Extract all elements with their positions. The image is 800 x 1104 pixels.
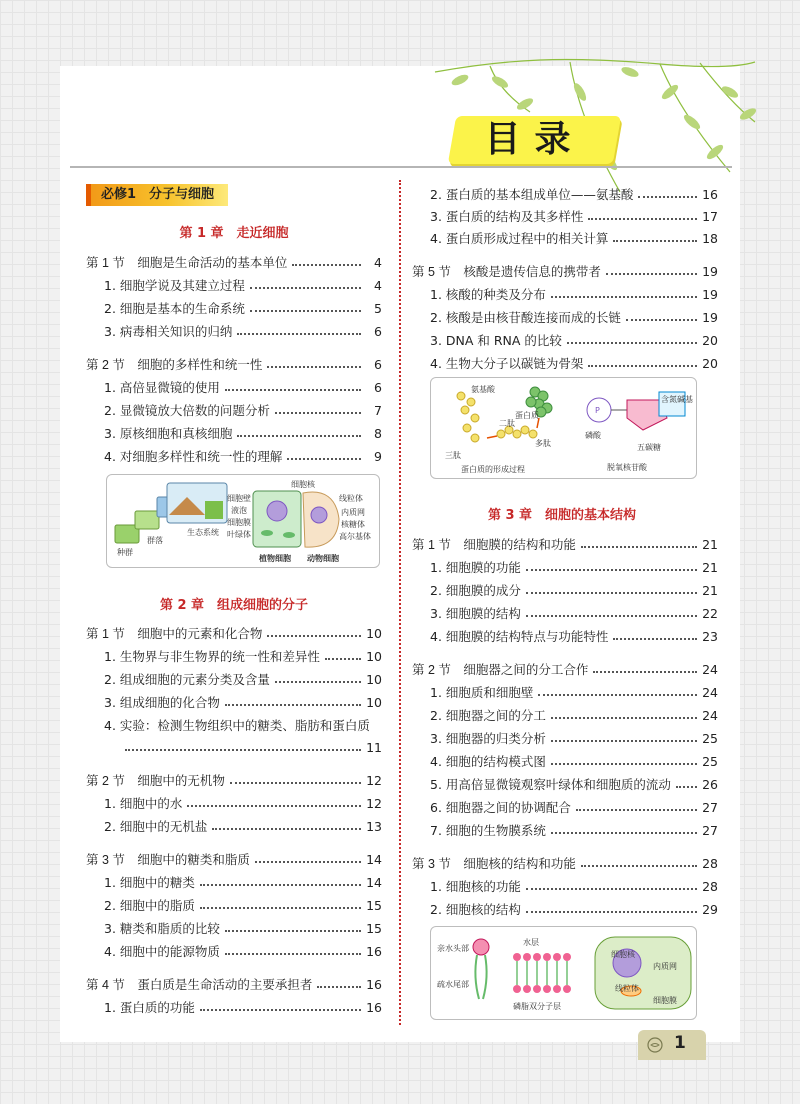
toc-entry[interactable]: 第 3 节 细胞中的糖类和脂质 14 xyxy=(86,851,382,867)
toc-entry[interactable]: 4. 细胞的结构模式图 25 xyxy=(430,753,718,769)
toc-entry[interactable]: 4. 细胞中的能源物质 16 xyxy=(104,943,382,959)
toc-entry[interactable]: 5. 用高倍显微镜观察叶绿体和细胞质的流动 26 xyxy=(430,776,718,792)
toc-entry[interactable]: 3. 病毒相关知识的归纳 6 xyxy=(104,323,382,339)
label-endoplasmic-reticulum: 内质网 xyxy=(653,962,677,971)
label-hydrophobic-tail: 疏水尾部 xyxy=(437,980,469,989)
label-water-layer: 水层 xyxy=(523,938,539,947)
toc-entry[interactable]: 第 1 节 细胞膜的结构和功能 21 xyxy=(412,536,718,552)
toc-entry[interactable]: 第 3 节 细胞核的结构和功能 28 xyxy=(412,855,718,871)
page-title: 目录 xyxy=(484,119,585,160)
label-dipeptide: 二肽 xyxy=(499,419,515,428)
label-nucleus: 细胞核 xyxy=(291,480,315,489)
toc-entry[interactable]: 7. 细胞的生物膜系统 27 xyxy=(430,822,718,838)
toc-entry[interactable]: 第 2 节 细胞的多样性和统一性 6 xyxy=(86,356,382,372)
label-bilayer: 磷脂双分子层 xyxy=(513,1002,561,1011)
toc-entry[interactable]: 3. 组成细胞的化合物 10 xyxy=(104,694,382,710)
label-hydrophilic-head: 亲水头部 xyxy=(437,944,469,953)
toc-entry[interactable]: 4. 生物大分子以碳链为骨架 20 xyxy=(430,355,718,371)
toc-entry[interactable]: 第 4 节 蛋白质是生命活动的主要承担者 16 xyxy=(86,976,382,992)
label-mito: 线粒体 xyxy=(615,984,639,993)
label-vacuole: 液泡 xyxy=(231,506,247,515)
toc-entry[interactable]: 3. DNA 和 RNA 的比较 20 xyxy=(430,332,718,348)
toc-entry[interactable]: 第 2 节 细胞中的无机物 12 xyxy=(86,772,382,788)
label-tripeptide: 三肽 xyxy=(445,451,461,460)
column-divider xyxy=(399,180,401,1025)
label-protein-formation: 蛋白质的形成过程 xyxy=(461,465,525,474)
toc-entry[interactable]: 2. 细胞中的脂质 15 xyxy=(104,897,382,913)
toc-entry[interactable]: 6. 细胞器之间的协调配合 27 xyxy=(430,799,718,815)
chapter-3-heading: 第 3 章 细胞的基本结构 xyxy=(487,508,637,523)
toc-entry[interactable]: 2. 核酸是由核苷酸连接而成的长链 19 xyxy=(430,309,718,325)
label-er: 内质网 xyxy=(341,508,365,517)
toc-entry[interactable]: 2. 细胞是基本的生命系统 5 xyxy=(104,300,382,316)
label-ecosystem: 生态系统 xyxy=(187,528,219,537)
label-cell-wall: 细胞壁 xyxy=(227,494,251,503)
label-phosphate: 磷酸 xyxy=(585,431,601,440)
toc-entry[interactable]: 2. 细胞核的结构 29 xyxy=(430,901,718,917)
toc-entry[interactable]: 第 2 节 细胞器之间的分工合作 24 xyxy=(412,661,718,677)
toc-entry[interactable]: 3. 原核细胞和真核细胞 8 xyxy=(104,425,382,441)
toc-entry-continuation[interactable]: 11 xyxy=(120,736,382,758)
module-label: 必修1 分子与细胞 xyxy=(86,184,228,206)
toc-entry[interactable]: 1. 蛋白质的功能 16 xyxy=(104,999,382,1015)
label-golgi: 高尔基体 xyxy=(339,532,371,541)
toc-entry[interactable]: 1. 核酸的种类及分布 19 xyxy=(430,286,718,302)
label-animal-cell: 动物细胞 xyxy=(307,554,339,563)
label-pentose: 五碳糖 xyxy=(637,443,661,452)
label-community: 群落 xyxy=(147,536,163,545)
label-amino-acid: 氨基酸 xyxy=(471,385,495,394)
label-chloroplast: 叶绿体 xyxy=(227,530,251,539)
toc-entry[interactable]: 3. 蛋白质的结构及其多样性 17 xyxy=(430,208,718,224)
toc-entry[interactable]: 4. 细胞膜的结构特点与功能特性 23 xyxy=(430,628,718,644)
toc-entry[interactable]: 4. 对细胞多样性和统一性的理解 9 xyxy=(104,448,382,464)
toc-entry[interactable]: 2. 蛋白质的基本组成单位——氨基酸 16 xyxy=(430,186,718,202)
toc-entry[interactable]: 1. 细胞中的水 12 xyxy=(104,795,382,811)
toc-entry[interactable]: 3. 糖类和脂质的比较 15 xyxy=(104,920,382,936)
label-plant-cell: 植物细胞 xyxy=(259,554,291,563)
book-icon xyxy=(647,1037,663,1053)
label-membrane: 细胞膜 xyxy=(653,996,677,1005)
toc-entry[interactable]: 2. 显微镜放大倍数的问题分析 7 xyxy=(104,402,382,418)
cell-illustration xyxy=(106,474,380,568)
toc-entry[interactable]: 3. 细胞器的归类分析 25 xyxy=(430,730,718,746)
toc-entry[interactable]: 2. 细胞器之间的分工 24 xyxy=(430,707,718,723)
toc-entry[interactable]: 第 1 节 细胞是生命活动的基本单位 4 xyxy=(86,254,382,270)
label-mitochondria: 线粒体 xyxy=(339,494,363,503)
label-polypeptide: 多肽 xyxy=(535,439,551,448)
protein-nucleotide-illustration xyxy=(430,377,697,479)
toc-entry[interactable]: 4. 蛋白质形成过程中的相关计算 18 xyxy=(430,230,718,246)
toc-entry[interactable]: 3. 细胞膜的结构 22 xyxy=(430,605,718,621)
label-nucleotide: 脱氧核苷酸 xyxy=(607,463,647,472)
toc-entry[interactable]: 第 1 节 细胞中的元素和化合物 10 xyxy=(86,625,382,641)
toc-entry[interactable]: 第 5 节 核酸是遗传信息的携带者 19 xyxy=(412,263,718,279)
toc-entry[interactable]: 1. 细胞膜的功能 21 xyxy=(430,559,718,575)
page-number: 1 xyxy=(674,1033,686,1053)
label-ribosome: 核糖体 xyxy=(341,520,365,529)
top-rule xyxy=(70,166,732,168)
toc-entry[interactable]: 4. 实验：检测生物组织中的糖类、脂肪和蛋白质 xyxy=(104,718,370,733)
toc-entry[interactable]: 2. 组成细胞的元素分类及含量 10 xyxy=(104,671,382,687)
toc-entry[interactable]: 1. 细胞核的功能 28 xyxy=(430,878,718,894)
label-base: 含氮碱基 xyxy=(661,395,693,404)
toc-entry[interactable]: 1. 生物界与非生物界的统一性和差异性 10 xyxy=(104,648,382,664)
toc-entry[interactable]: 1. 细胞中的糖类 14 xyxy=(104,874,382,890)
toc-entry[interactable]: 1. 高倍显微镜的使用 6 xyxy=(104,379,382,395)
label-population: 种群 xyxy=(117,548,133,557)
label-cell-membrane: 细胞膜 xyxy=(227,518,251,527)
label-protein: 蛋白质 xyxy=(515,411,539,420)
toc-entry[interactable]: 2. 细胞中的无机盐 13 xyxy=(104,818,382,834)
toc-entry[interactable]: 1. 细胞质和细胞壁 24 xyxy=(430,684,718,700)
svg-text:P: P xyxy=(595,406,600,415)
toc-entry[interactable]: 1. 细胞学说及其建立过程 4 xyxy=(104,277,382,293)
toc-entry[interactable]: 2. 细胞膜的成分 21 xyxy=(430,582,718,598)
label-cell-nucleus: 细胞核 xyxy=(611,950,635,959)
chapter-1-heading: 第 1 章 走近细胞 xyxy=(179,226,289,241)
chapter-2-heading: 第 2 章 组成细胞的分子 xyxy=(159,598,309,613)
membrane-cell-illustration xyxy=(430,926,697,1020)
